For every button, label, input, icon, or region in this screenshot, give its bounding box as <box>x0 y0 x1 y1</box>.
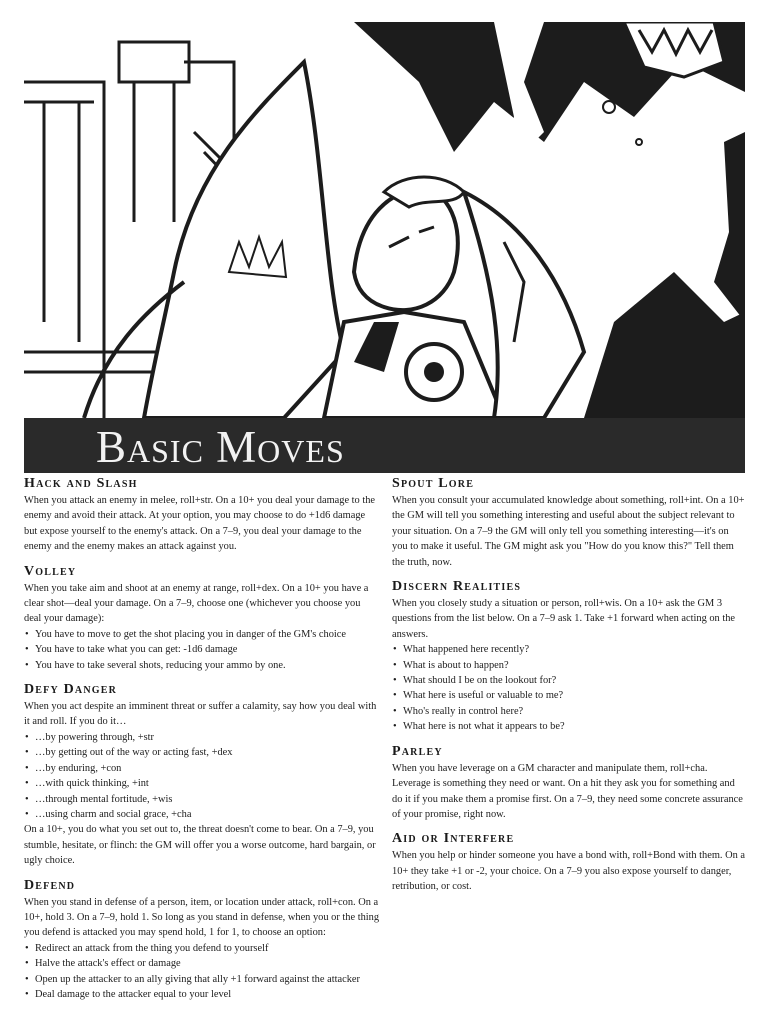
move-option: • What here is not what it appears to be? <box>392 719 745 734</box>
move-option: • …by getting out of the way or acting fast, +dex <box>24 745 380 760</box>
moves-column-left <box>24 473 380 1010</box>
move-option: • …with quick thinking, +int <box>24 776 380 791</box>
page-title: Basic Moves <box>96 422 345 472</box>
move-text: When you attack an enemy in melee, roll+str. On a 10+ you deal your damage to the enemy and avoid their attack. At your option, you may choose to do +1d6 damage but expose yourself to the enemy's attack. On a 7–9, you deal your damage to the enemy and the enemy makes an attack against you. <box>24 495 376 553</box>
move-option: • You have to take what you can get: -1d6 damage <box>24 642 380 657</box>
move-text: When you have leverage on a GM character and manipulate them, roll+cha. Leverage is something they need or want. On a hit they ask you for something and do it if you make them a promise first. On a 7–9, they need some concrete assurance of your promise, right now. <box>392 762 743 820</box>
move-heading: Volley <box>24 563 77 579</box>
move-options-list <box>24 730 380 822</box>
moves-column-right <box>392 473 745 903</box>
move-option: • What here is useful or valuable to me? <box>392 688 745 703</box>
move-heading: Discern Realities <box>392 579 522 595</box>
move-option: • Open up the attacker to an ally giving that ally +1 forward against the attacker <box>24 972 380 987</box>
move-text: When you consult your accumulated knowledge about something, roll+int. On a 10+ the GM will tell you something interesting and useful about the subject relevant to your situation. On a 7–9 the GM will only tell you something interesting—it's on you to make it useful. The GM might ask you "How do you know this?" Tell them the truth, now. <box>392 495 745 568</box>
move-option: • …through mental fortitude, +wis <box>24 792 380 807</box>
move-section <box>24 563 380 673</box>
move-option: • What happened here recently? <box>392 642 745 657</box>
move-option: • What is about to happen? <box>392 658 745 673</box>
move-heading: Hack and Slash <box>24 476 138 491</box>
move-text: When you help or hinder someone you have a bond with, roll+Bond with them. On a 10+ they take +1 or -2, your choice. On a 7–9 you also expose yourself to danger, retribution, or cost. <box>392 850 746 893</box>
move-section <box>24 681 380 868</box>
move-option: • You have to take several shots, reducing your ammo by one. <box>24 658 380 673</box>
title-banner <box>24 418 745 473</box>
move-option: • Halve the attack's effect or damage <box>24 956 380 971</box>
move-section <box>24 877 380 1003</box>
move-options-list <box>24 627 380 673</box>
hero-illustration <box>24 22 745 418</box>
move-section <box>392 830 745 894</box>
move-option: • …using charm and social grace, +cha <box>24 807 380 822</box>
move-section <box>24 475 380 555</box>
move-heading: Defend <box>24 877 76 893</box>
move-option: • What should I be on the lookout for? <box>392 673 745 688</box>
move-section <box>392 743 745 823</box>
move-section <box>392 578 745 735</box>
move-options-list <box>24 941 380 1003</box>
move-text: When you closely study a situation or person, roll+wis. On a 10+ ask the GM 3 questions from the list below. On a 7–9 ask 1. Take +1 forward when acting on the answers. <box>392 598 736 640</box>
move-heading: Parley <box>392 743 443 759</box>
move-option: • …by enduring, +con <box>24 761 380 776</box>
move-outcome-text: On a 10+, you do what you set out to, the threat doesn't come to bear. On a 7–9, you stumble, hesitate, or flinch: the GM will offer you a worse outcome, hard bargain, or ugly choice. <box>24 824 376 867</box>
move-text: When you take aim and shoot at an enemy at range, roll+dex. On a 10+ you have a clear shot—deal your damage. On a 7–9, choose one (whichever you choose you deal your damage): <box>24 582 369 625</box>
move-option: • …by powering through, +str <box>24 730 380 745</box>
move-heading: Aid or Interfere <box>392 831 515 847</box>
move-options-list <box>392 642 745 734</box>
move-heading: Defy Danger <box>24 682 118 698</box>
move-option: • Who's really in control here? <box>392 704 745 719</box>
move-heading: Spout Lore <box>392 476 475 491</box>
move-option: • You have to move to get the shot placing you in danger of the GM's choice <box>24 627 380 642</box>
move-option: • Redirect an attack from the thing you defend to yourself <box>24 941 380 956</box>
move-section <box>392 475 745 570</box>
move-text: When you stand in defense of a person, item, or location under attack, roll+con. On a 10+, hold 3. On a 7–9, hold 1. So long as you stand in defense, when you or the thing you defend is attacked you may spend hold, 1 for 1, to choose an option: <box>24 896 380 939</box>
move-text: When you act despite an imminent threat or suffer a calamity, say how you deal with it and roll. If you do it… <box>24 701 377 728</box>
move-option: • Deal damage to the attacker equal to your level <box>24 987 380 1002</box>
